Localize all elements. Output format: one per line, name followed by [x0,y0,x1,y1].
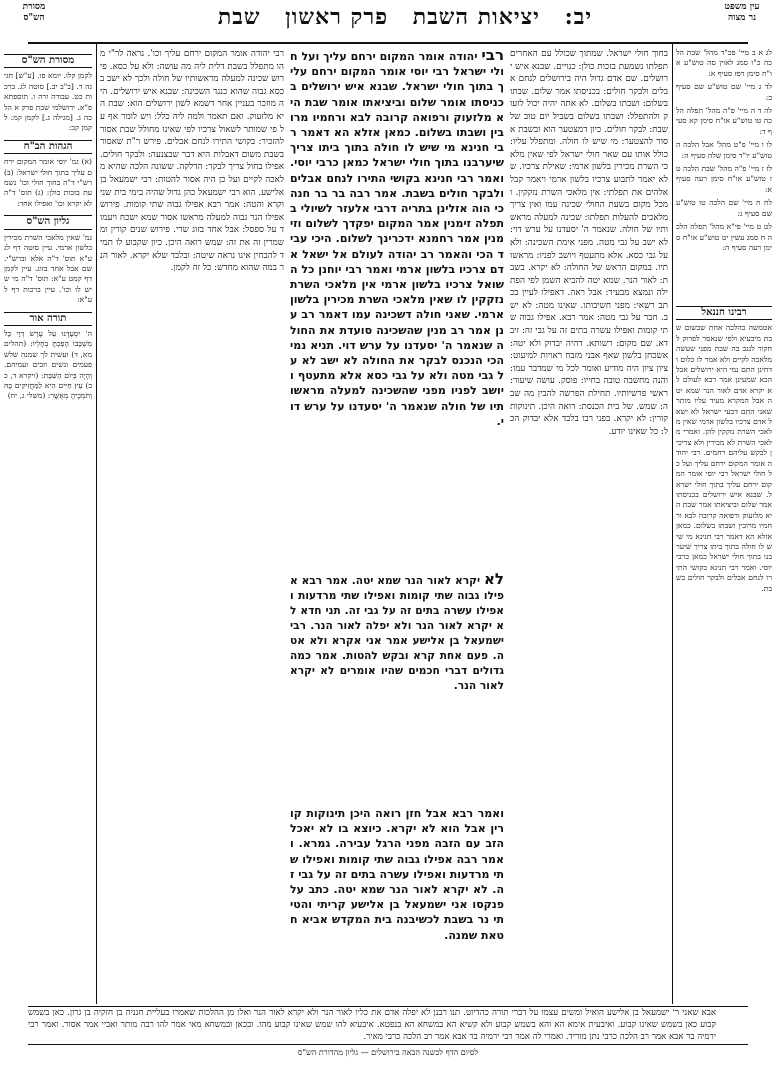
ein-mishpat-item: לד ג מיי' שם טוש"ע שם סעיף ב: [676,82,772,102]
bottom-rule [28,1006,748,1007]
tosafot-text: רבי יהודה אומר המקום ירחם עליך וכו'. נראה לר"י מהו מתפלל בשבת דלית ליה מה עושה: ולא על כסא. פירוש שכינה למעלה מראשותיו של חולה ולכך לא ישב בכסא גבוה שהוא כנגד השכינה: שבנא איש ירושלים. היה מוזכר בעניין אחר דשמא לשון ירושלים הוא: שבת היא מלזעוק. ואם תאמר ולמה ליה כלל: ויש לומר אף על פי שמותר לשאול צרכיו לפי שאינו מחולל שבת אסור להזכיר: בקושי התירו לנחם אבלים. פירש ר"ת שאסור בשבת משום דאבלות היא דבר שבצנעה: ולבקר חולים. אפילו בחול צריך לבקר: הדלקה. ששונה הלכה שהיא מלאכה לקיים ועל כן היה אסור להטות: רבי ישמעאל בן אלישע. הוא רבי ישמעאל כהן גדול שהיה בימי בית שני וקרא והטה: אמר רבא אפילו גבוה שתי קומות. פירוש אפילו הנר גבוה למעלה מראשו אסור שמא ישכח ויעמוד על ספסל: אבל אחד בזוג שרי. פירוש שנים קורין ומשמרין זה את זה: שמש רואה היכן. כיון שקבוע לו תמיד להבחין אינו נראה שיטה: ובלבד שלא יקרא. לאור הנר במה שהוא מחדש: כל זה לקמן. [100,49,284,274]
ein-mishpat-item: לח ח מיי' שם הלכה טו טוש"ע שם סעיף ג: [676,198,772,218]
gemara-text [290,48,504,568]
masoret-label: מסורת הש"ס [22,2,46,23]
mishna-paragraph [290,572,504,694]
masoret-text: לקמן קלו. יומא פו. [ע"ש] חגיגה ד. [ב"ב יב.] סוטה לג. ברכות כט. עבודה זרה ו. תוספתא פ"א. ירושלמי שבת פרק א הלכה ג. [מגילה ג.] לקמן קמ: לקמן קכ: [4,71,92,133]
footer-rule [28,1044,748,1045]
rashi-text: בחוך חולי ישראל. שמתוך שכולל עם האחרים תפלתו נשמעת בזכות כולן: כנויים. שבנא איש ירושלים. שם אדם גדול היה בירושלים לנחם אבלים ולבקר חולים: בכניסתו אמר שלום. שבתו בשלום: ושבתו בשלום. לא אתה יהיה יכול לזעוק ולהתפלל: ושבתו בשלום בשביל יום טוב של שבת: לבקר חולים. כיון דמצטער הוא ובשבת אסור להצטער: מי שיש לו חולה. ומתפלל עליו: כולל אותו עם שאר חולי ישראל לפי שאין מלאכי השרת מכירין בלשון ארמי: שאילת צרכיו. שלא יאמר לתבוע צרכיו בלשון ארמי ויאמר קבל אלהים את תפלתי: אין מלאכי השרת נזקקין. ומכל מקום בשעת החולי שכינה עמו ואין צריך מלאכים להעלות תפלתו: שכינה למעלה מראשותיו של חולה. שנאמר ה' יסעדנו על ערש דוי: לא ישב על גבי מטה. מפני אימת השכינה: ולא על גבי כסא. אלא מתעטף ויושב לפניו: מראשותיו. במקום הראש של החולה: לא יקרא. בשבת: לאור הנר. שמא יטה להביא השמן לפי הפתילה ונמצא מבעיר: אבל ראה. דאפילו לעיין בכתב רשאי: מפני חשיבותו. שאינו מטה: לא ישב. חבר על גבי מטה: אמר רבא. אפילו גבוה שתי קומות ואפילו עשרה בתים זה על גבי זה: זיבדא. שם מקום: רשותא. דהיה יבדוק ולא יטה: אשכחן בלשון שאף אבני מזבח ראויות למיעוט: ציון ציון היה מודיע ואומר לכל מי שמדבר עמו: והנה מחשבה טובה בחייו: פוסק. עושה שיעור: ראשי פרשיותיו. תחילת הפרשה להבין מה שבה: שמש. של בית הכנסת: רואה היכן. תינוקות קורין: לא יקרא. בפני רבו בלבד אלא יבדוק הכל: כל שאינו יודע. [510,49,668,437]
chapter-name: יציאות השבת [412,4,540,30]
hagahot-heading: הגהות הב"ח [4,140,92,154]
gilyon-heading: גליון הש"ס [4,215,92,229]
ein-mishpat [676,48,772,298]
page-footer: לסיום הדף לכשנה הבאה בירושלים — גליון מהדורת הש"ס [297,1048,479,1057]
ein-mishpat-item: לה ד ה מיי' פ"ה מהל' תפלה הלכה טו טוש"ע או"ח סימן קא סעיף ד: [676,106,772,136]
gemara-continuation [290,806,504,1002]
perek-number: פרק ראשון [285,4,389,30]
tosafot-commentary [100,48,284,1002]
masoret-heading: מסורת הש"ס [4,54,92,68]
tractate-name: שבת [217,4,261,30]
rabbeinu-chananel [676,300,772,1000]
rabbeinu-chananel-heading: רבינו חננאל [676,306,772,320]
mishna-lead-word: לא [484,572,504,588]
page-header [0,0,776,44]
bottom-commentary [28,1008,716,1043]
torah-or-heading: תורה אור [4,312,92,326]
rashi-commentary [510,48,668,1002]
gemara-continuation-text: אבל חזן רואה היכן תינוקות קורין אבל הוא לא יקרא. כיוצא בו לא יאכל הזב עם הזבה מפני הרגל עבירה. גמרא. ואמר רבה אפילו גבוה שתי קומות ואפילו שתי מרדעות ואפילו עשרה בתים זה על גבי זה. לא יקרא לאור הנר שמא יטה. כתב על פנקסו אני ישמעאל בן אלישע קריתי והטיתי נר בשבת לכשיבנה בית המקדש אביא חטאת שמנה. [290,807,504,942]
hagahot-text: (א) גמ' יוסי אומר המקום ירחם עליך בתוך חולי ישראל: (ב) רש"י ד"ה בחוך חולי וכו' נשמעת בזכות כולן: (ג) תוס' ד"ה לא יקרא וכו' ואפילו אחד: [4,157,92,208]
gemara-section-head: ואמר רבא [451,807,504,820]
gemara-continuation-paragraph [290,806,504,943]
ein-mishpat-item: לו ו מיי' פ"ט מהל' אבל הלכה ה טוש"ע יו"ד סימן שלה סעיף ה: [676,140,772,160]
right-margin-rule [672,44,673,1004]
left-margin [4,48,92,1002]
ein-mishpat-item: לג א ב מיי' פכ"ד מהל' שבת הלכה כ"ו סמג לאוין סה טוש"ע או"ח סימן רפז סעיף א: [676,48,772,78]
gemara-opening-text: יהודה אומר המקום ירחם עליך ועל חולי ישראל רבי יוסי אומר המקום ירחם עליך בתוך חולי ישראל. שבנא איש ירושלים בכניסתו אומר שלום וביציאתו אומר שבת היא מלזעוק ורפואה קרובה לבא ורחמיו מרובין ושבתו בשלום. כמאן אזלא הא דאמר רבי חנינא מי שיש לו חולה בתוך ביתו צריך שיערבנו בתוך חולי ישראל כמאן כרבי יוסי. ואמר רבי חנינא בקושי התירו לנחם אבלים ולבקר חולים בשבת. אמר רבה בר בר חנה כי הוה אזלינן בתריה דרבי אלעזר לשיולי בתפלה זימנין אמר המקום יפקדך לשלום וזימנין אמר רחמנא ידכרינך לשלום. היכי עביד הכי והאמר רב יהודה לעולם אל ישאל אדם צרכיו בלשון ארמי ואמר רבי יוחנן כל השואל צרכיו בלשון ארמי אין מלאכי השרת נזקקין לו שאין מלאכי השרת מכירין בלשון ארמי. שאני חולה דשכינה עמו דאמר רב ענן אמר רב מנין שהשכינה סועדת את החולה שנאמר ה' יסעדנו על ערש דוי. תניא נמי הכי הנכנס לבקר את החולה לא ישב לא על גבי מטה ולא על גבי כסא אלא מתעטף ויושב לפניו מפני שהשכינה למעלה מראשותיו של חולה שנאמר ה' יסעדנו על ערש דוי. [290,50,504,428]
bottom-commentary-text: אבא שאני ר' ישמעאל בן אלישע הואיל ומשים עצמו על דברי תורה כהדיוט. תנו רבנן לא יפלה אדם את כליו לאור הנר ולא יקרא לאור הנר ואלו מן ההלכות שאמרו בעליית חנניה בן חזקיה בן גרון. כאן בשמש קבוע כאן בשמש שאינו קבוע. ואיבעית אימא הא והא בשמש קבוע ולא קשיא הא במשחא הא בנפטא. איבעיא להו שמש שאינו קבוע מהו. ובכאן ובמשחא מאי אמר להו רבה מותר ואביי אמר אסור. ואמר רבי ירמיה בר אבא אמר רב הלכה כרבי נתן מוריד. ואמרי לה אמר רבי ירמיה בר אבא אמר רב הלכה כרבי מאיר. [28,1008,716,1042]
torah-or-text: ה' יִסְעָדֶנּוּ עַל עֶרֶשׂ דְּוָי כָּל מִשְׁכָּבוֹ הָפַכְתָּ בְחָלְיוֹ: (תהלים מא, ד) ועשית לך שמנה שלש פעמים ונשים וזבים ועמיהם. וְהָיָה בְּיוֹם הַשַּׁבָּת: (ויקרא ד, כב) עֵץ חַיִּים הִיא לַמַּחֲזִיקִים בָּהּ וְתֹמְכֶיהָ מְאֻשָּׁר: (משלי ג, יח) [4,328,92,401]
gemara-opening [290,48,504,429]
left-margin-rule [96,44,97,1004]
gemara-opening-word: רבי [481,48,504,64]
daf-number: יב: [564,4,593,30]
rabbeinu-chananel-text: אטמשה בהלכה אחת שבשום שבת מיבעיא ולפי שנאסר לפרוק לחקור לנגב בה שבת מפני שעשה מלאכה לקיים ולא אמר לו כלום ודחינן התם נמי היא ירושלים אבל הכא שמעינן אמר רבא לעולם לא יקרא אדם לאור הנר שמא יטה אבל המקרא מעיד עליו מותר שאני התם דבעי ישראל לא ישאל אדם צרכיו בלשון ארמי שאין מלאכי השרת נזקקין להן. ואמרי מלאכי השרת לא מכירין ולא צריכין לבקש עליהם רחמים. רבי יהודה אומר המקום ירחם עליך ועל כל חולי ישראל רבי יוסי אומר המקום ירחם עליך בתוך חולי ישראל. שבנא איש ירושלים בכניסתו אמר שלום וביציאתו אמר שבת היא מלזעוק ורפואה קרובה לבא ורחמיו מרובין ושבתו בשלום. כמאן אזלא הא דאמר רבי חנינא מי שיש לו חולה בתוך ביתו צריך שיערבנו בתוך חולי ישראל כמאן כרבי יוסי. ואמר רבי חנינא בקושי התירו לנחם אבלים ולבקר חולים בשבת. [676,323,772,593]
mishna-text [290,572,504,802]
ein-mishpat-item: לז ז מיי' פ"ה מהל' שבת הלכה טז טוש"ע או"ח סימן רעה סעיף א: [676,164,772,194]
header-rule [28,42,748,44]
ein-mishpat-item: לט ט מיי' פי"א מהל' תפלה הלכה ח סמג עשין יט טוש"ע או"ח סימן רעה סעיף ה: [676,222,772,252]
mishna-body: יקרא לאור הנר שמא יטה. אמר רבא אפילו גבוה שתי קומות ואפילו שתי מרדעות ואפילו עשרה בתים זה על גבי זה. תני חדא לא יקרא לאור הנר ולא יפלה לאור הנר. רבי ישמעאל בן אלישע אמר אני אקרא ולא אטה. פעם אחת קרא ובקש להטות. אמר כמה גדולים דברי חכמים שהיו אומרים לא יקרא לאור הנר. [290,575,504,692]
page-title [170,4,640,30]
ein-mishpat-label: עין משפט נר מצוה [724,2,760,23]
gilyon-text: גמ' שאין מלאכי השרת מכירין בלשון ארמי. עיין סוטה דף לג ע"א תוס' ד"ה אלא וברש"י. שם אבל אחד בזוג. עיין לקמן דף קמט ע"א: תוס' ד"ה מי שיש לו וכו'. עיין ברכות דף ל ע"א: [4,232,92,305]
